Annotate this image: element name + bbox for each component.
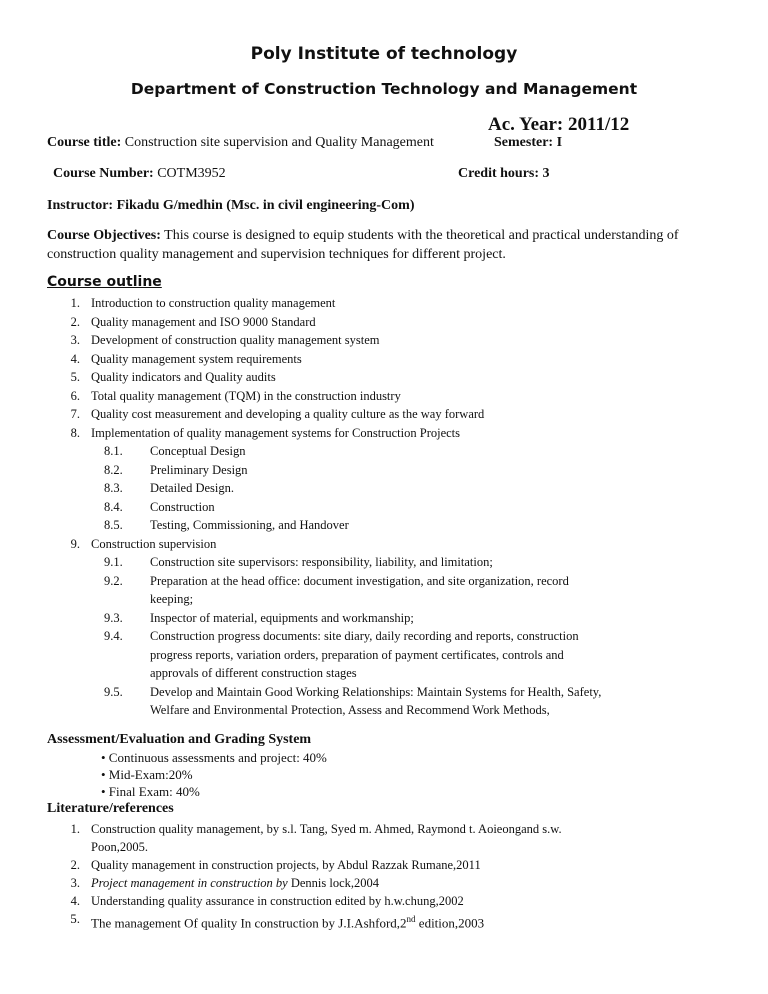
outline-subitem-number: 9.4. (104, 629, 123, 643)
outline-subitem-text: keeping; (150, 592, 194, 606)
outline-item-number: 9. (70, 536, 80, 551)
semester: Semester: I (494, 135, 563, 150)
outline-item-number: 5. (70, 370, 80, 384)
outline-item-number: 8. (70, 425, 80, 440)
outline-item-number: 3. (70, 333, 80, 347)
academic-year: Ac. Year: 2011/12 (488, 114, 630, 135)
credit-hours: Credit hours: 3 (458, 166, 550, 181)
course-objectives (47, 226, 719, 264)
outline-subitem-text: Detailed Design. (150, 481, 235, 495)
outline-item-number: 4. (70, 351, 80, 366)
outline-item-text: Introduction to construction quality management (91, 296, 336, 310)
course-number-line (53, 166, 226, 182)
reference-superscript: nd (406, 914, 416, 924)
outline-subitem-number: 8.3. (104, 481, 123, 495)
reference-number: 5. (70, 911, 80, 926)
outline-item-text: Quality management and ISO 9000 Standard (91, 314, 316, 329)
outline-item-text: Total quality management (TQM) in the construction industry (91, 388, 401, 403)
outline-item-text: Quality management system requirements (91, 351, 302, 366)
outline-subitem-number: 8.4. (104, 499, 123, 514)
objectives-text: This course is designed to equip students with the theoretical and practical understanding of construction quality management and supervision techniques for different project. (47, 228, 679, 262)
objectives-label: Course Objectives: (47, 228, 161, 243)
outline-subitem-number: 9.3. (104, 610, 123, 625)
instructor: Instructor: Fikadu G/medhin (Msc. in civil engineering-Com) (47, 198, 415, 213)
outline-subitem-number: 8.1. (104, 444, 123, 458)
course-number-value: COTM3952 (153, 166, 226, 181)
course-number-label: Course Number: (53, 166, 154, 181)
outline-subitem-text: Inspector of material, equipments and workmanship; (150, 610, 414, 625)
department-title: Department of Construction Technology and Management (130, 80, 638, 98)
outline-item-text: Development of construction quality management system (91, 333, 380, 347)
outline-subitem-number: 9.5. (104, 684, 123, 699)
outline-item-number: 6. (70, 388, 80, 403)
outline-subitem-text: Construction (150, 499, 215, 514)
assessment-bullet: • Mid-Exam:20% (101, 767, 193, 782)
assessment-bullet: • Final Exam: 40% (101, 784, 200, 799)
outline-subitem-text: Welfare and Environmental Protection, Assess and Recommend Work Methods, (150, 703, 550, 717)
assessment-bullet: • Continuous assessments and project: 40% (101, 750, 327, 765)
outline-subitem-text: Preparation at the head office: document investigation, and site organization, record (150, 573, 569, 588)
outline-item-number: 1. (70, 296, 80, 310)
outline-item-text: Quality indicators and Quality audits (91, 370, 276, 384)
reference-title-italic: Project management in construction by (91, 876, 288, 890)
course-title-label: Course title: (47, 135, 122, 150)
reference-text: Construction quality management, by s.l. Tang, Syed m. Ahmed, Raymond t. Aoieongand s.w. (91, 822, 562, 836)
reference-text: Dennis lock,2004 (287, 876, 380, 890)
outline-subitem-number: 8.5. (104, 518, 123, 532)
course-title-value: Construction site supervision and Quality Management (121, 135, 434, 150)
reference-text-cont: Poon,2005. (91, 840, 148, 854)
outline-subitem-text: progress reports, variation orders, preparation of payment certificates, controls and (150, 647, 564, 662)
reference-text: Understanding quality assurance in construction edited by h.w.chung,2002 (91, 894, 464, 908)
outline-subitem-text: Preliminary Design (150, 462, 248, 477)
outline-subitem-text: Develop and Maintain Good Working Relationships: Maintain Systems for Health, Safety, (150, 684, 602, 699)
outline-subitem-text: Conceptual Design (150, 444, 246, 458)
course-outline-heading: Course outline (47, 274, 162, 290)
outline-subitem-text: Construction site supervisors: responsibility, liability, and limitation; (150, 555, 493, 569)
assessment-heading: Assessment/Evaluation and Grading System (47, 732, 312, 747)
outline-subitem-text: Testing, Commissioning, and Handover (150, 518, 349, 532)
outline-item-number: 7. (70, 407, 80, 421)
reference-text-end: edition,2003 (415, 915, 485, 931)
course-title-line (47, 135, 434, 151)
reference-number: 3. (70, 876, 80, 890)
institute-title: Poly Institute of technology (250, 44, 518, 64)
outline-subitem-text: approvals of different construction stages (150, 666, 357, 680)
literature-heading: Literature/references (47, 801, 174, 816)
outline-subitem-number: 9.1. (104, 555, 123, 569)
outline-item-text: Implementation of quality management systems for Construction Projects (91, 425, 461, 440)
outline-subitem-number: 9.2. (104, 573, 123, 588)
outline-item-text: Construction supervision (91, 536, 217, 551)
outline-item-number: 2. (70, 314, 80, 329)
outline-subitem-number: 8.2. (104, 462, 123, 477)
reference-text: Quality management in construction projects, by Abdul Razzak Rumane,2011 (91, 858, 481, 872)
reference-text: The management Of quality In construction by J.I.Ashford,2 (91, 915, 407, 931)
reference-number: 4. (70, 894, 80, 908)
reference-number: 2. (70, 858, 80, 872)
reference-number: 1. (70, 822, 80, 836)
outline-item-text: Quality cost measurement and developing a quality culture as the way forward (91, 407, 485, 421)
outline-subitem-text: Construction progress documents: site diary, daily recording and reports, construction (150, 629, 579, 643)
